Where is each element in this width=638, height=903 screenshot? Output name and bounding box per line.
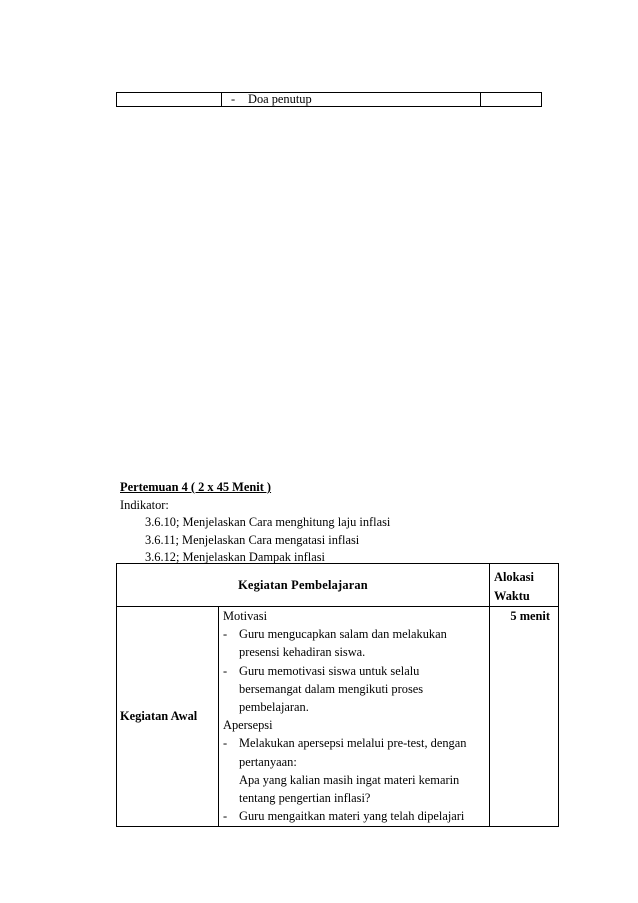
bullet-dash: -	[231, 92, 236, 106]
section-label-motivasi: Motivasi	[223, 609, 268, 623]
meeting-header	[120, 479, 390, 567]
item-line: Guru mengucapkan salam dan melakukan	[239, 627, 447, 642]
list-item	[223, 807, 485, 825]
item-line: Guru memotivasi siswa untuk selalu	[239, 663, 420, 678]
bullet-dash: -	[223, 736, 228, 751]
list-item	[223, 625, 485, 661]
bullet-dash: -	[223, 627, 228, 642]
indicator-item: 3.6.10; Menjelaskan Cara menghitung laju inflasi	[145, 515, 391, 529]
meeting-title: Pertemuan 4 ( 2 x 45 Menit )	[120, 480, 272, 494]
phase-cell	[117, 93, 222, 107]
activity-item-text: Doa penutup	[248, 92, 312, 106]
table-row	[117, 93, 542, 107]
phase-cell: Kegiatan Awal	[117, 607, 219, 827]
time-cell: 5 menit	[490, 607, 559, 827]
item-line: tentang pengertian inflasi?	[239, 791, 371, 806]
bullet-dash: -	[223, 809, 228, 824]
time-cell	[481, 93, 542, 107]
indicator-item: 3.6.11; Menjelaskan Cara mengatasi inflasi	[145, 532, 360, 547]
header-time-line: Alokasi	[494, 570, 534, 584]
header-time-line: Waktu	[494, 589, 530, 603]
learning-activities-table	[116, 563, 559, 827]
item-line: pertanyaan:	[239, 754, 297, 769]
indicator-label: Indikator:	[120, 497, 169, 512]
table-row	[117, 607, 559, 827]
bullet-dash: -	[223, 663, 228, 678]
item-line: Guru mengaitkan materi yang telah dipelajari	[239, 809, 465, 824]
section-label-apersepsi: Apersepsi	[223, 718, 273, 733]
activity-cell	[222, 93, 481, 107]
list-item	[223, 734, 485, 807]
item-line: bersemangat dalam mengikuti proses	[239, 681, 424, 696]
header-activity: Kegiatan Pembelajaran	[117, 564, 490, 607]
header-time	[490, 564, 559, 607]
indicator-item: 3.6.12; Menjelaskan Dampak inflasi	[145, 550, 325, 564]
item-line: Melakukan apersepsi melalui pre-test, dengan	[239, 736, 467, 751]
item-line: Apa yang kalian masih ingat materi kemarin	[239, 772, 460, 787]
previous-activity-table	[116, 92, 542, 107]
item-line: pembelajaran.	[239, 700, 309, 715]
activity-cell	[219, 607, 490, 827]
item-line: presensi kehadiran siswa.	[239, 645, 366, 660]
list-item	[222, 93, 480, 106]
list-item	[223, 662, 485, 717]
table-header-row	[117, 564, 559, 607]
